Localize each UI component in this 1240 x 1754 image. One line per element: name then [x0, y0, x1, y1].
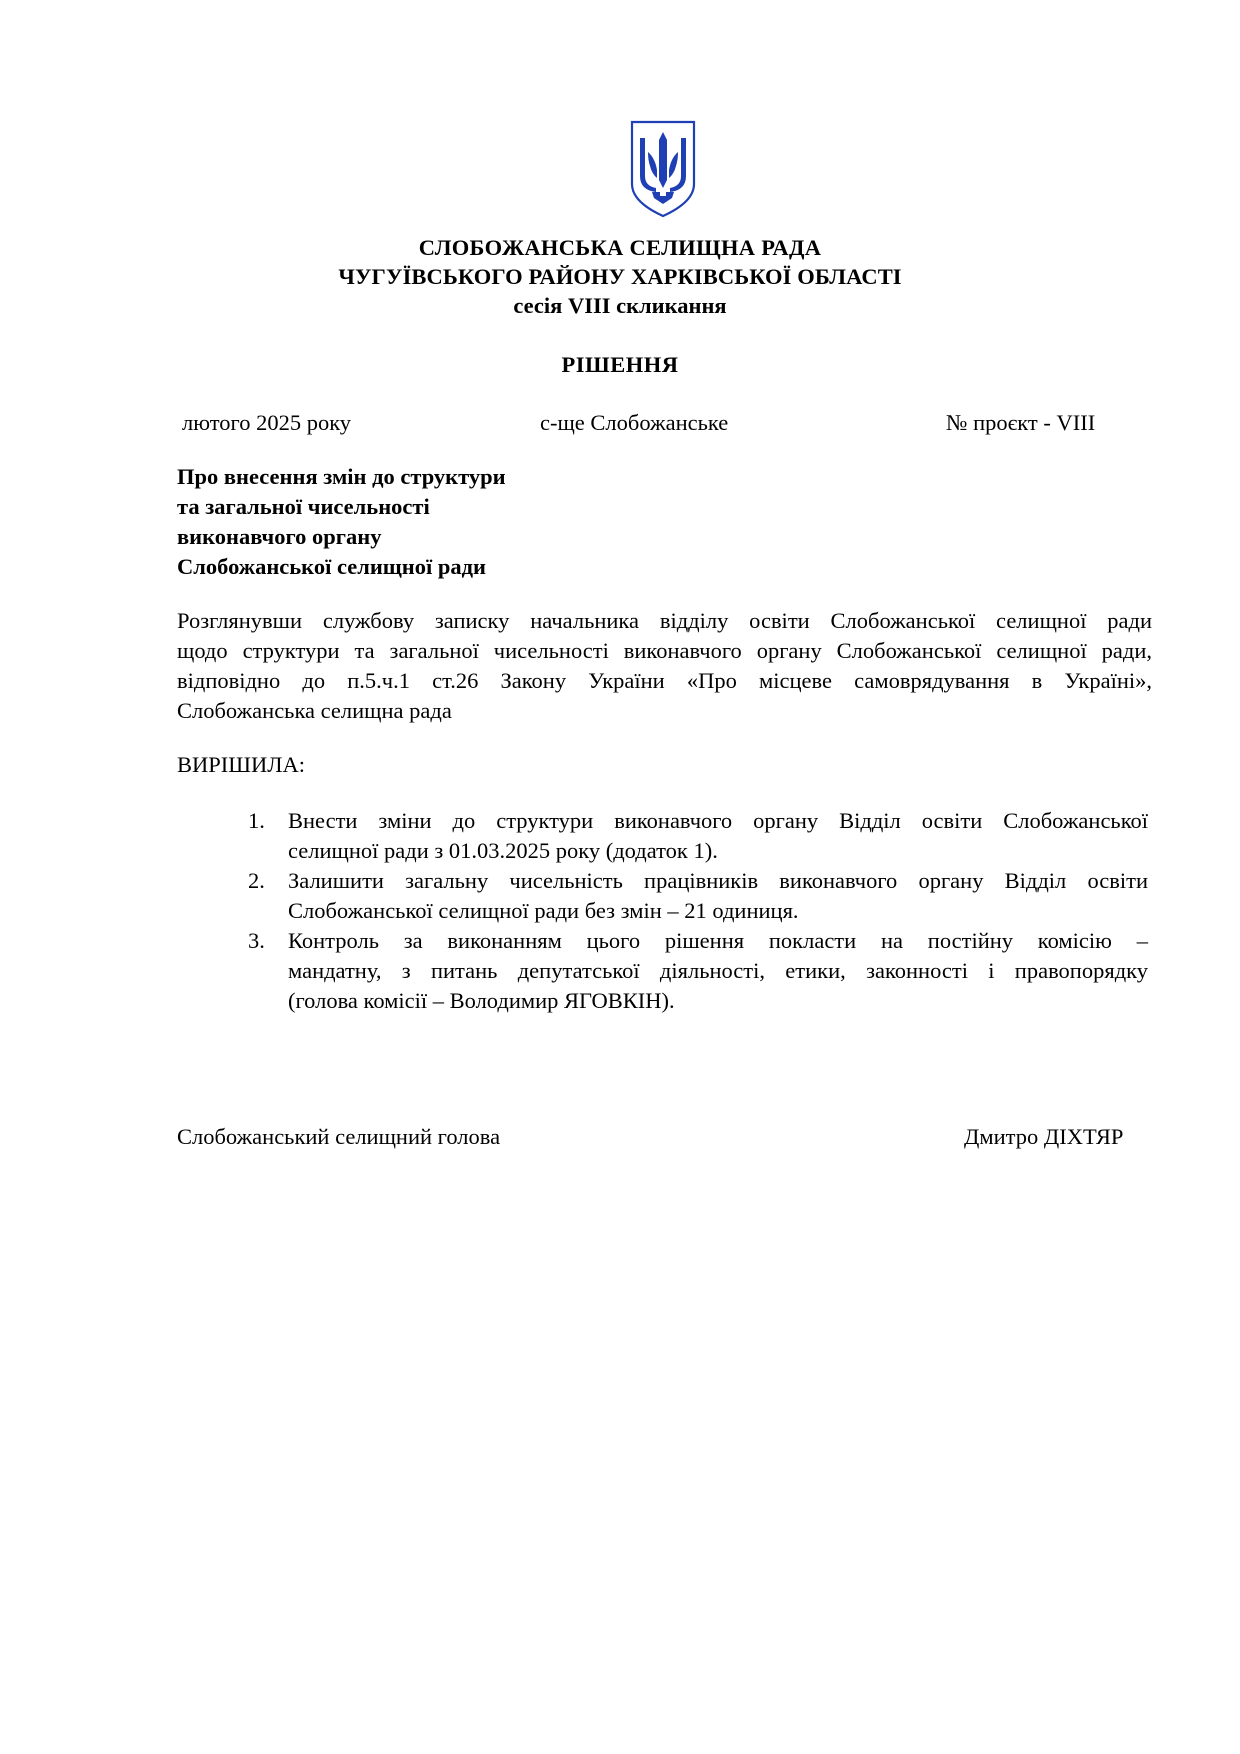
preamble-line: Слобожанська селищна рада — [177, 698, 452, 723]
district-name: ЧУГУЇВСЬКОГО РАЙОНУ ХАРКІВСЬКОЇ ОБЛАСТІ — [338, 264, 902, 289]
preamble-line: відповідно до п.5.ч.1 ст.26 Закону України «Про місцеве самоврядування в Україні», — [177, 668, 1152, 693]
document-place: с-ще Слобожанське — [540, 410, 729, 435]
subject-line: Слобожанської селищної ради — [177, 554, 487, 579]
subject-line: та загальної чисельності — [177, 494, 430, 519]
list-item-line: (голова комісії – Володимир ЯГОВКІН). — [288, 988, 675, 1013]
list-item-line: Слобожанської селищної ради без змін – 21 одиниця. — [288, 898, 799, 923]
document-subject — [177, 462, 506, 582]
list-item — [248, 926, 1148, 1016]
trident-icon — [628, 118, 698, 220]
list-item-number: 2. — [248, 868, 265, 893]
list-item-line: Контроль за виконанням цього рішення покласти на постійну комісію – — [288, 928, 1148, 953]
list-item-number: 3. — [248, 928, 265, 953]
signatory-position: Слобожанський селищний голова — [177, 1124, 501, 1149]
signatory-name: Дмитро ДІХТЯР — [964, 1124, 1124, 1149]
list-item-number: 1. — [248, 808, 265, 833]
list-item — [248, 806, 1148, 866]
subject-line: виконавчого органу — [177, 524, 382, 549]
list-item — [248, 866, 1148, 926]
list-item-line: Залишити загальну чисельність працівників виконавчого органу Відділ освіти — [288, 868, 1148, 893]
preamble-line: щодо структури та загальної чисельності виконавчого органу Слобожанської селищної ради, — [177, 638, 1152, 663]
document-title: РІШЕННЯ — [561, 352, 679, 377]
trident-emblem — [628, 118, 698, 220]
preamble-line: Розглянувши службову записку начальника відділу освіти Слобожанської селищної ради — [177, 608, 1152, 633]
list-item-line: мандатну, з питань депутатської діяльності, етики, законності і правопорядку — [288, 958, 1148, 983]
council-name: СЛОБОЖАНСЬКА СЕЛИЩНА РАДА — [418, 235, 822, 260]
decision-list — [248, 806, 1148, 1016]
resolved-heading: ВИРІШИЛА: — [177, 752, 305, 777]
session-line: сесія VIII скликання — [513, 293, 727, 318]
preamble-paragraph — [177, 606, 1152, 726]
list-item-line: селищної ради з 01.03.2025 року (додаток 1). — [288, 838, 718, 863]
subject-line: Про внесення змін до структури — [177, 464, 506, 489]
document-number: № проєкт - VIII — [946, 410, 1096, 435]
list-item-line: Внести зміни до структури виконавчого органу Відділ освіти Слобожанської — [288, 808, 1148, 833]
document-date: лютого 2025 року — [182, 410, 352, 435]
